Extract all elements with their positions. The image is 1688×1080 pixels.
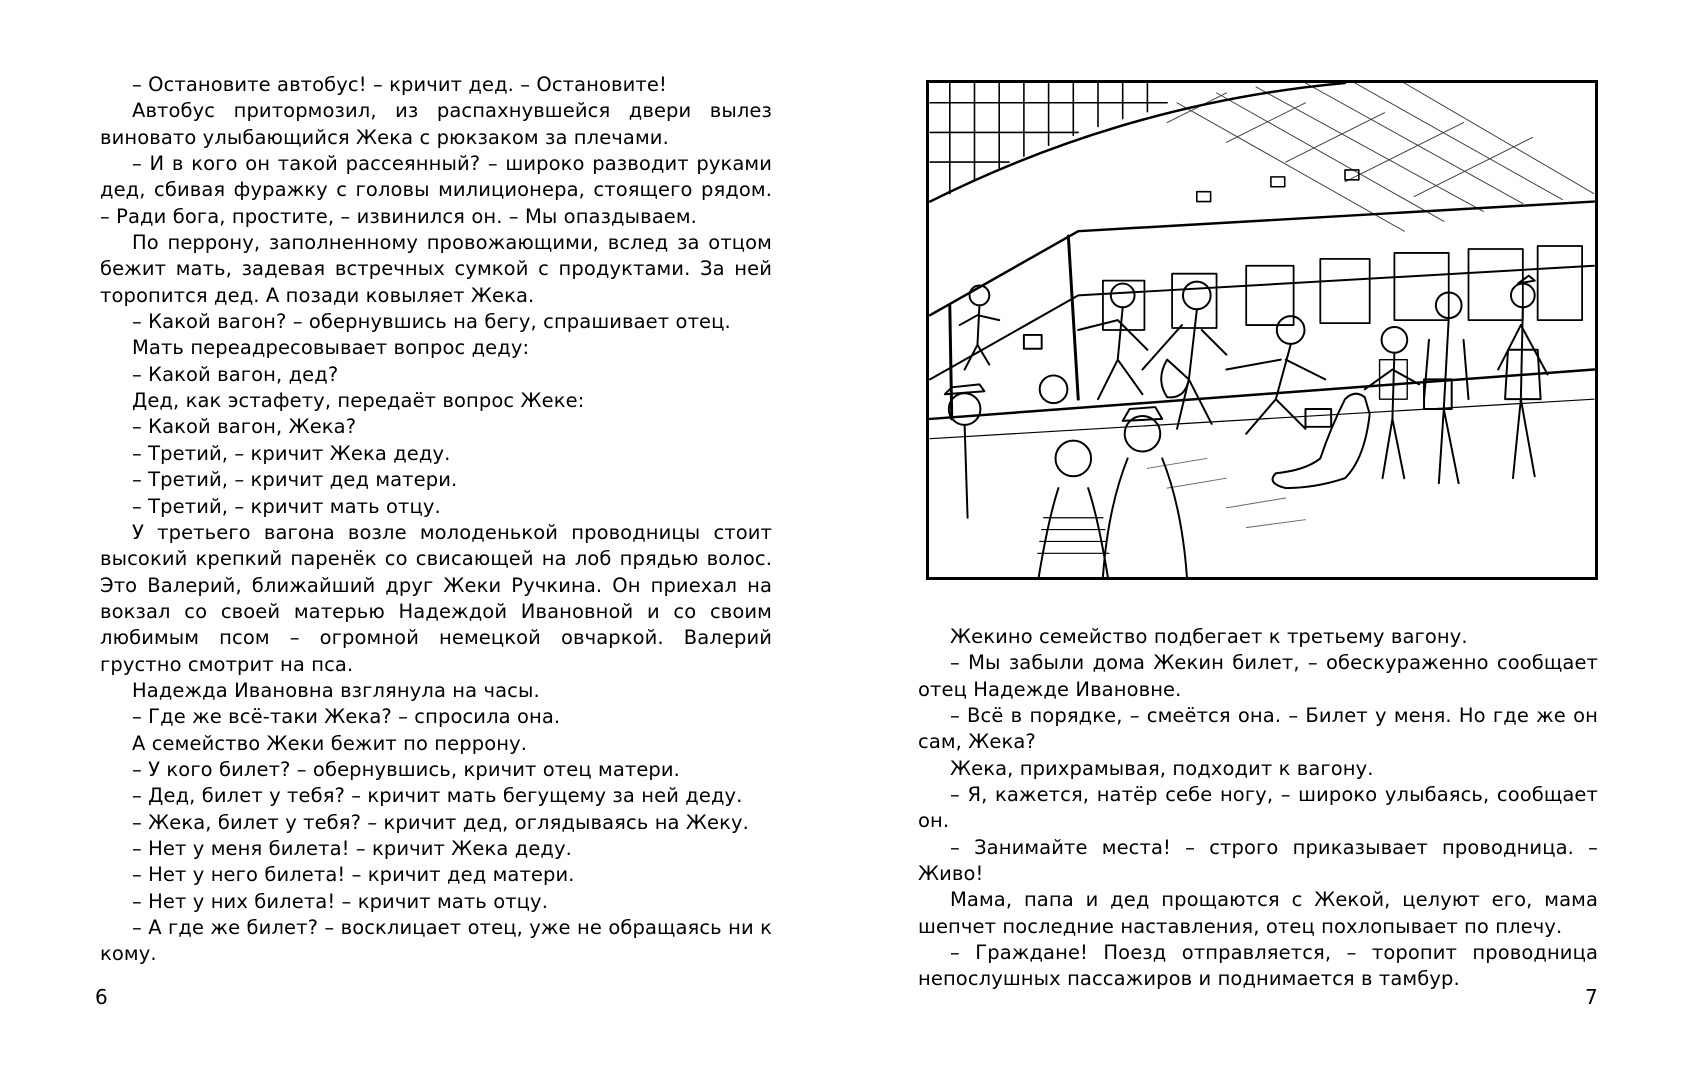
paragraph: Мама, папа и дед прощаются с Жекой, целуют его, мама шепчет последние наставления, отец похлопывает по плечу. (918, 888, 1598, 938)
paragraph: Мать переадресовывает вопрос деду: (132, 336, 530, 360)
paragraph: – Нет у него билета! – кричит дед матери. (132, 863, 575, 887)
paragraph: – Какой вагон? – обернувшись на бегу, спрашивает отец. (132, 310, 731, 334)
paragraph: Дед, как эстафету, передаёт вопрос Жеке: (132, 389, 585, 413)
paragraph: – Нет у меня билета! – кричит Жека деду. (132, 836, 572, 860)
page-number: 6 (95, 985, 108, 1009)
paragraph: Жекино семейство подбегает к третьему вагону. (950, 625, 1468, 648)
paragraph: Жека, прихрамывая, подходит к вагону. (950, 756, 1374, 780)
page-number: 7 (1585, 985, 1598, 1009)
paragraph: – Жека, билет у тебя? – кричит дед, оглядываясь на Жеку. (132, 810, 749, 834)
paragraph: Автобус притормозил, из распахнувшейся двери вылез виновато улыбающийся Жека с рюкзаком за плечами. (100, 99, 772, 149)
paragraph: По перрону, заполненному провожающими, вслед за отцом бежит мать, задевая встречных сумкой с продуктами. За ней торопится дед. А позади ковыляет Жека. (100, 231, 772, 307)
paragraph: – Какой вагон, Жека? (132, 415, 357, 439)
paragraph: Надежда Ивановна взглянула на часы. (132, 678, 540, 702)
paragraph: – Дед, билет у тебя? – кричит мать бегущему за ней деду. (132, 784, 743, 808)
paragraph: – Занимайте места! – строго приказывает проводница. – Живо! (918, 835, 1598, 886)
paragraph: – Остановите автобус! – кричит дед. – Остановите! (132, 73, 667, 96)
paragraph: А семейство Жеки бежит по перрону. (132, 731, 528, 755)
paragraph: – А где же билет? – восклицает отец, уже не обращаясь ни к кому. (100, 916, 772, 966)
paragraph: – Третий, – кричит дед матери. (132, 468, 458, 492)
right-page-text (918, 624, 1598, 993)
paragraph: – Какой вагон, дед? (132, 362, 339, 386)
paragraph: – Третий, – кричит мать отцу. (132, 494, 441, 518)
paragraph: У третьего вагона возле молоденькой проводницы стоит высокий крепкий паренёк со свисающей на лоб прядью волос. Это Валерий, ближайший друг Жеки Ручкина. Он приехал на вокзал со своей матерью Надеждой Ивановной и со своим любимым псом – огромной немецкой овчаркой. Валерий грустно смотрит на пса. (100, 520, 772, 676)
paragraph: – У кого билет? – обернувшись, кричит отец матери. (132, 757, 680, 781)
paragraph: – Мы забыли дома Жекин билет, – обескураженно сообщает отец Надежде Ивановне. (918, 651, 1598, 701)
paragraph: – Граждане! Поезд отправляется, – торопит проводница непослушных пассажиров и поднимается в тамбур. (918, 941, 1598, 991)
right-page (844, 0, 1688, 1080)
paragraph: – И в кого он такой рассеянный? – широко разводит руками дед, сбивая фуражку с головы милиционера, стоящего рядом. – Ради бога, простите, – извинился он. – Мы опаздываем. (100, 152, 772, 228)
paragraph: – Где же всё-таки Жека? – спросила она. (132, 705, 561, 729)
paragraph: – Нет у них билета! – кричит мать отцу. (132, 889, 548, 913)
paragraph: – Всё в порядке, – смеётся она. – Билет у меня. Но где же он сам, Жека? (918, 704, 1598, 754)
left-page-text (100, 72, 772, 968)
paragraph: – Я, кажется, натёр себе ногу, – широко улыбаясь, сообщает он. (918, 783, 1598, 833)
railway-platform-illustration (926, 80, 1598, 580)
paragraph: – Третий, – кричит Жека деду. (132, 441, 451, 465)
